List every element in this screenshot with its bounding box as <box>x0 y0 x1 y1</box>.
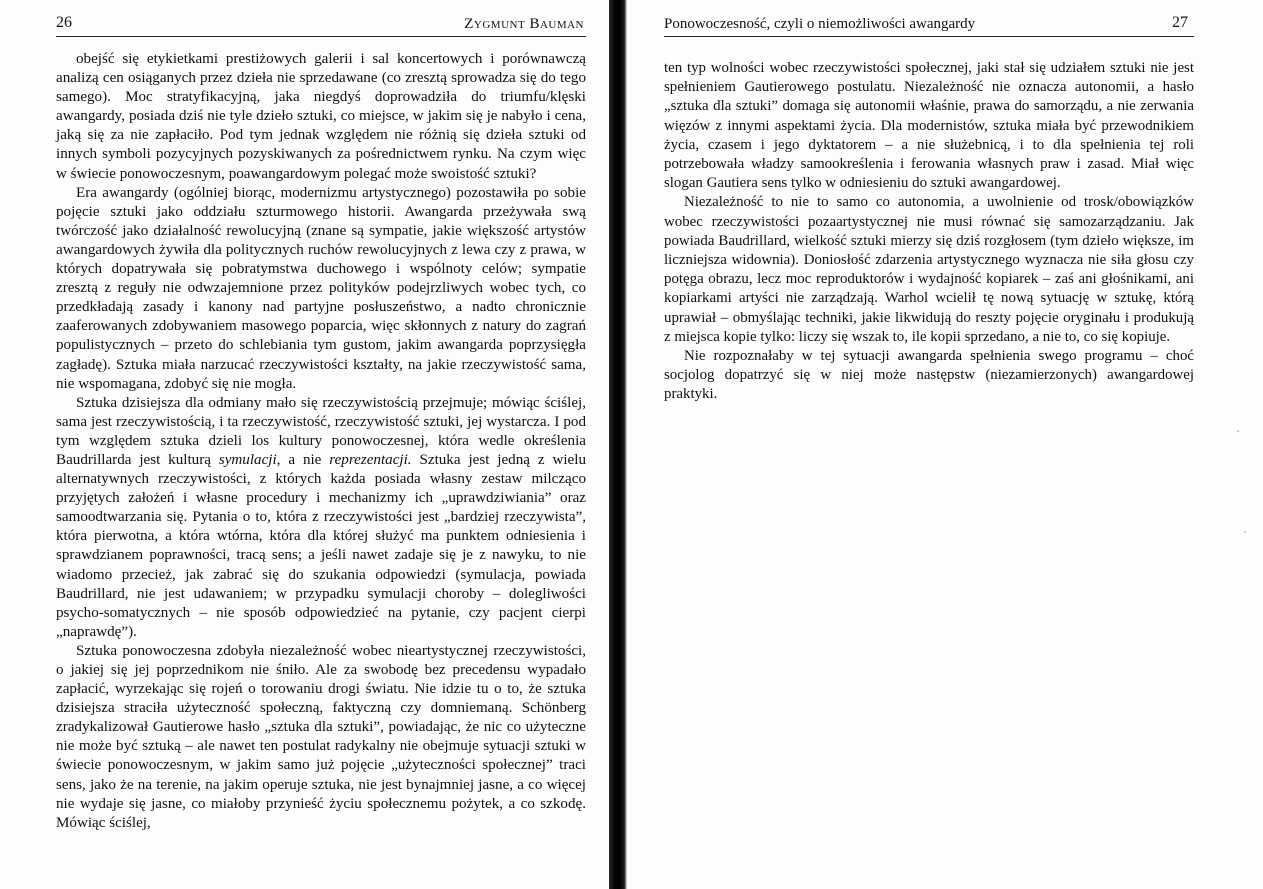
running-head-right <box>664 12 1194 37</box>
left-page <box>56 0 586 889</box>
running-head-author: Zygmunt Bauman <box>464 16 584 32</box>
paragraph <box>56 50 586 184</box>
book-gutter <box>609 0 627 889</box>
paragraph-text: Sztuka ponowoczesna zdobyła niezależność wobec nieartystycznej rzeczywistości, o jakiej się jej poprzednikom nie śniło. Ale za swobodę bez precedensu wypadało zapłacić, wyrzekając się rojeń o torowaniu drogi światu. Nie idzie tu o to, że sztuka dzisiejsza straciła użyteczność społeczną, faktyczną czy domniemaną. Schönberg zradykalizował Gautierowe hasło „sztuka dla sztuki”, powiadając, że nic co użyteczne nie może być sztuką – ale nawet ten postulat radykalny nie obejmuje sytuacji sztuki w świecie ponowoczesnym, w jakim samo już pojęcie „użyteczności społecznej” traci sens, jako że na terenie, na jakim operuje sztuka, nie jest bynajmniej jasne, a co więcej nie wydaje się jasne, co miałoby przynieść życiu społecznemu pożytek, a co szkodę. Mówiąc ściślej, <box>56 642 586 831</box>
paragraph-text: Era awangardy (ogólniej biorąc, modernizmu artystycznego) pozostawiła po sobie pojęcie sztuki jako oddziału szturmowego historii. Awangarda przeżywała swą twórczość jako działalność rewolucyjną (znane są sympatie, jakie większość artystów awangardowych żywiła dla politycznych ruchów rewolucyjnych z lewa czy z prawa, w których dopatrywała się pobratymstwa duchowego i wspólnoty celów; sympatie zresztą z reguły nie odwzajemnione przez polityków podejrzliwych wobec tych, co przedkładają zasady i kanony nad partyjne posłuszeństwo, a nadto chronicznie zaaferowanych zdobywaniem masowego poparcia, więc skłonnych z natury do zagrań populistycznych – przeto do schlebiania tym gustom, jakim awangarda poprzysięgła zagładę). Sztuka miała narzucać rzeczywistości kształty, na jakie rzeczywistość sama, nie wspomagana, zdobyć się nie mogła. <box>56 184 586 392</box>
scan-speck <box>1237 430 1239 432</box>
page-number-left: 26 <box>56 14 72 31</box>
paragraph-text: obejść się etykietkami prestiżowych galerii i sal koncertowych i porównawczą analizą cen osiąganych przez dzieła nie sprzedawane (co zresztą sprowadza się do tego samego). Moc stratyfikacyjną, jaka niegdyś doprowadziła do triumfu/klęski awangardy, posiada dziś nie tyle dzieło sztuki, co miejsce, w jakim się je nabyło i cena, jaką się za nie zapłaciło. Pod tym jednak względem nie różnią się dzieła sztuki od innych symboli pozycyjnych pozyskiwanych za pośrednictwem rynku. Na czym więc w świecie ponowoczesnym, poawangardowym polegać może swoistość sztuki? <box>56 51 586 182</box>
right-page-body <box>664 59 1194 405</box>
paragraph-text: Niezależność to nie to samo co autonomia, a uwolnienie od trosk/obowiązków wobec rzeczywistości pozaartystycznej nie musi równać się samozarządzaniu. Jak powiada Baudrillard, wielkość sztuki mierzy się dziś rozgłosem (tym dzieło większe, im liczniejsza widownia). Doniosłość zdarzenia artystycznego wyznacza nie siła głosu czy potęga obrazu, lecz moc reproduktorów i wydajność kopiarek – zaś ani głośnikami, ani kopiarkami artyści nie zarządzają. Warhol wcielił tę nową sytuację w sztukę, którą uprawiał – obmyślając techniki, jakie likwidują do reszty pojęcie oryginału i produkują z miejsca kopie tylko: liczy się wszak to, ile kopii sprzedano, a nie to, co się kopiuje. <box>664 194 1194 345</box>
scan-speck <box>1244 531 1246 533</box>
paragraph-text: Nie rozpoznałaby w tej sytuacji awangarda spełnienia swego programu – choć socjolog dopatrzyć się w niej może następstw (niezamierzonych) awangardowej praktyki. <box>664 348 1194 403</box>
paragraph-text: ten typ wolności wobec rzeczywistości społecznej, jaki stał się udziałem sztuki nie jest spełnieniem Gautierowego postulatu. Niezależność nie oznacza autonomii, a hasło „sztuka dla sztuki” domaga się autonomii właśnie, prawa do samorządu, a nie zerwania więzów z innymi aspektami życia. Dla modernistów, sztuka miała być przewodnikiem życia, czasem i jego dyktatorem – a nie służebnicą, i to dla spełnienia tej roli potrzebowała władzy samookreślenia i ferowania własnych praw i zasad. Miał więc slogan Gautiera sens tylko w odniesieniu do sztuki awangardowej. <box>664 60 1194 192</box>
paragraph <box>56 642 586 833</box>
running-head-chapter-title: Ponowoczesność, czyli o niemożliwości awangardy <box>664 16 976 32</box>
paragraph-text: Sztuka jest jedną z wielu alternatywnych rzeczywistości, z których każda posiada własny zestaw milcząco przyjętych założeń i własne procedury i mechanizmy ich „uprawdziwiania” oraz samoodtwarzania się. Pytania o to, która z rzeczywistości jest „bardziej rzeczywista”, która pierwotna, a która wtórna, która dla której służyć ma punktem odniesienia i sprawdzianem poprawności, tracą sens; a jeśli nawet zadaje się je z nawyku, to nie wiadomo przecież, jak zabrać się do szukania odpowiedzi (symulacja, powiada Baudrillard, nie jest udawaniem; w przypadku symulacji choroby – dolegliwości psycho-somatycznych – nie sposób odpowiedzieć na pytanie, czy pacjent cierpi „naprawdę”). <box>56 451 586 640</box>
emphasized-text: symulacji <box>218 451 277 468</box>
left-page-body <box>56 50 586 833</box>
paragraph <box>56 184 586 394</box>
right-page <box>664 0 1194 889</box>
paragraph <box>664 347 1194 405</box>
paragraph <box>56 394 586 642</box>
paragraph-text: Sztuka dzisiejsza dla odmiany mało się rzeczywistością przejmuje; mówiąc ściślej, sama jest rzeczywistością, i ta rzeczywistość, rzeczywistość sztuki, jej wystarcza. I pod tym względem sztuka dzieli los kultury ponowoczesnej, która wedle określenia Baudrillarda jest kulturą <box>56 394 586 468</box>
page-number-right: 27 <box>1172 14 1188 31</box>
paragraph-text: , a nie <box>276 451 330 468</box>
emphasized-text: reprezentacji. <box>329 451 412 468</box>
running-head-left <box>56 12 586 37</box>
paragraph <box>664 59 1194 193</box>
paragraph <box>664 193 1194 347</box>
